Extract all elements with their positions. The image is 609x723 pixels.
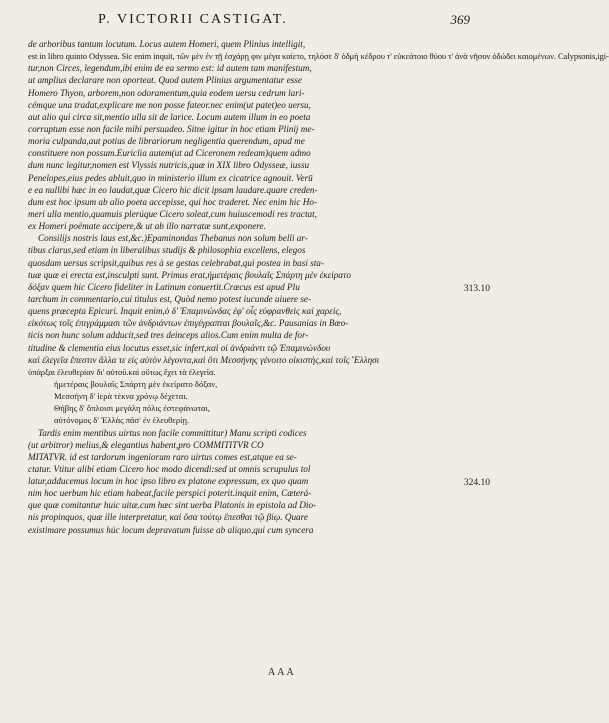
text-line: quens præcepta Epicuri. Inquit enim,ὁ δ' Ἐπαμινώνδας ἐφ' οἷς εὐφρανθεὶς καὶ χαρεὶς, [28, 306, 342, 317]
text-line: Tardis enim mentibus uirtus non facile committitur) Manu scripti codices [38, 427, 307, 438]
text-line: tibus clarus,sed etiam in liberalibus studijs & philosophia excellens, elegos [28, 245, 306, 256]
text-line: καὶ ἐλεγεῖα ἔπεστιν ἄλλα τε εἰς αὐτὸν λέγοντα,καὶ ὅτι Μεσσήνης γένοιτο οἰκιστὴς,καὶ τοῖς Ἕλλησι [28, 354, 380, 365]
signature-mark: AAA [268, 667, 296, 678]
text-line: ctatur. Vtitur alibi etiam Cicero hoc modo dicendi:sed ut omnis scrupulus tol [28, 463, 311, 474]
verse-line: Μεσσήνη δ' ἱερὰ τέκνα χρόνῳ δέχεται. [54, 391, 188, 402]
text-line: cémque una tradat,explicare me non posse fateor.nec enim(ut patet)eo uersu, [28, 99, 311, 110]
text-line: MITATVR. id est tardorum ingeniorum raro uirtus comes est,atque ea se- [28, 451, 297, 462]
text-line: e ea nullibi hæc in eo laudat,quæ Cicero hic dicit ipsam laudare.quare creden- [28, 184, 318, 195]
verse-line: Θήβης δ' ὅπλοισι μεγάλη πόλις ἐστεφάνωται, [54, 403, 210, 414]
text-line: dum nunc legitur,nomen est Vlyssis nutricis,quæ in XIX libro Odysseæ, iussu [28, 160, 310, 171]
text-line: tuæ quæ ei erecta est,insculpti sunt. Primus erat,ἡμετέραις βουλαῖς Σπάρτη μὲν ἐκείρατο [28, 269, 351, 280]
running-title: P. VICTORII CASTIGAT. [98, 12, 288, 27]
text-line: nis propinquos, quæ ille interpretatur, καὶ ὅσα τούτῳ ἕπεσθαι τῷ βίῳ. Quare [28, 512, 308, 523]
text-line: moria culpanda,aut potius de librariorum negligentia querendum, apud me [28, 136, 305, 147]
text-line: de arboribus tantum locutum. Locus autem Homeri, quem Plinius intelligit, [28, 39, 306, 49]
text-line: ὑπάρξαι ἐλευθερίαν δι' αὐτοῦ.καὶ οὕτως ἔχει τὰ ἐλεγεῖα. [28, 366, 216, 377]
text-line: δόξαν quem hic Cicero fideliter in Latinum conuertit.Cræcus est apud Plu [28, 281, 300, 292]
verse-line: αὐτόνομος δ' Ἑλλὰς πᾶσ' ἐν ἐλευθερίῃ. [54, 415, 190, 426]
text-line: εἰκότως τοῖς ἐπιγράμμασι τῶν ἀνδριάντων ἐπιγέγραπται βουλαῖς,&c. Pausanias in Bœo- [28, 318, 349, 329]
text-line: que quæ comitantur huic uitæ.cum hæc sint uerba Platonis in epistola ad Dio- [28, 500, 317, 511]
text-line: Consilijs nostris laus est,&c.)Epaminondas Thebanus non solum belli ar- [38, 233, 308, 244]
text-line: Penelopes,eius pedes abluit,quo in ministerio illum ex cicatrice agnouit. Verū [28, 172, 313, 183]
margin-note: 324.10 [463, 478, 490, 488]
margin-note: 313.10 [463, 284, 490, 294]
text-line: tur,non Circes, legendum,ibi enim de ea sermo est: id autem tam manifestum, [28, 63, 312, 74]
text-line: corruptum esse non facile mihi persuadeo. Sitne igitur in hoc etiam Plinij me- [28, 123, 315, 134]
text-line: Homero Thyon, arborem,non odoramentum,quia eodem uersu cedrum lari- [28, 87, 305, 98]
text-line: latur,adducemus locum in hoc ipso libro ex platone expressum, ex quo quam [28, 476, 309, 487]
text-line: ex Homeri poëmate accipere,& ut ab illo narratæ sunt,exponere. [28, 221, 266, 232]
text-line: ut amplius declarare non oporteat. Quod autem Plinius argumentatur esse [28, 75, 302, 86]
text-line: constituere non possum.Euriclia autem(ut ad Ciceronem redeam)quem admo [28, 148, 311, 159]
text-line: nim hoc uerbum hic etiam habeat,facile perspici poterit.inquit enim, Cæterá- [28, 488, 312, 499]
text-line: aut alio qui circa sit,mentio ulla sit de larice. Locum autem illum in eo poeta [28, 111, 311, 122]
text-line: existimare possumus húc locum depravatum fuisse ab aliquo,qui cum syncera [28, 524, 314, 535]
text-line: titudine & clementia eius locutus esset,sic infert,καὶ οἱ ἀνδριάντι τῷ Ἐπαμινώνδου [28, 342, 331, 353]
verse-line: ἡμετέραις βουλαῖς Σπάρτη μὲν ἐκείρατο δόξαν, [54, 378, 218, 389]
text-line: (ut arbitror) melius,& elegantius habent,pro COMMITITVR CO [28, 439, 264, 450]
text-line: ticis non hunc solum adducit,sed tres deinceps alios.Cum enim multa de for- [28, 330, 309, 341]
text-line: quosdam uersus scripsit,quibus res à se gestas celebrabat,qui postea in basi sta- [28, 257, 324, 268]
text-line: meri ulla mentio,quamuis plerúque Cicero soleat,cum huiuscemodi res tractat, [28, 208, 317, 219]
text-line: est in libro quinto Odyssea. Sic enim inquit, τῶν μὲν ἐν τῇ ἐσχάρῃ φιν μέγα καίετο, τηλόσε δ' ὀδμὴ κέδρου τ' εὐκεάτοιο θύου τ' ἀνὰ νῆσον ὀδώδει καιομένων. Calypsonis,igi- [28, 51, 609, 62]
text-line: dum est hoc ipsum ab alio poeta accepisse, qui hoc traderet. Nec enim hic Ho- [28, 196, 318, 207]
page-number: 369 [450, 12, 470, 27]
page-header [58, 10, 470, 32]
text-line: tarchum in commentario,cui titulus est, Quòd nemo potest iucunde uiuere se- [28, 293, 312, 304]
